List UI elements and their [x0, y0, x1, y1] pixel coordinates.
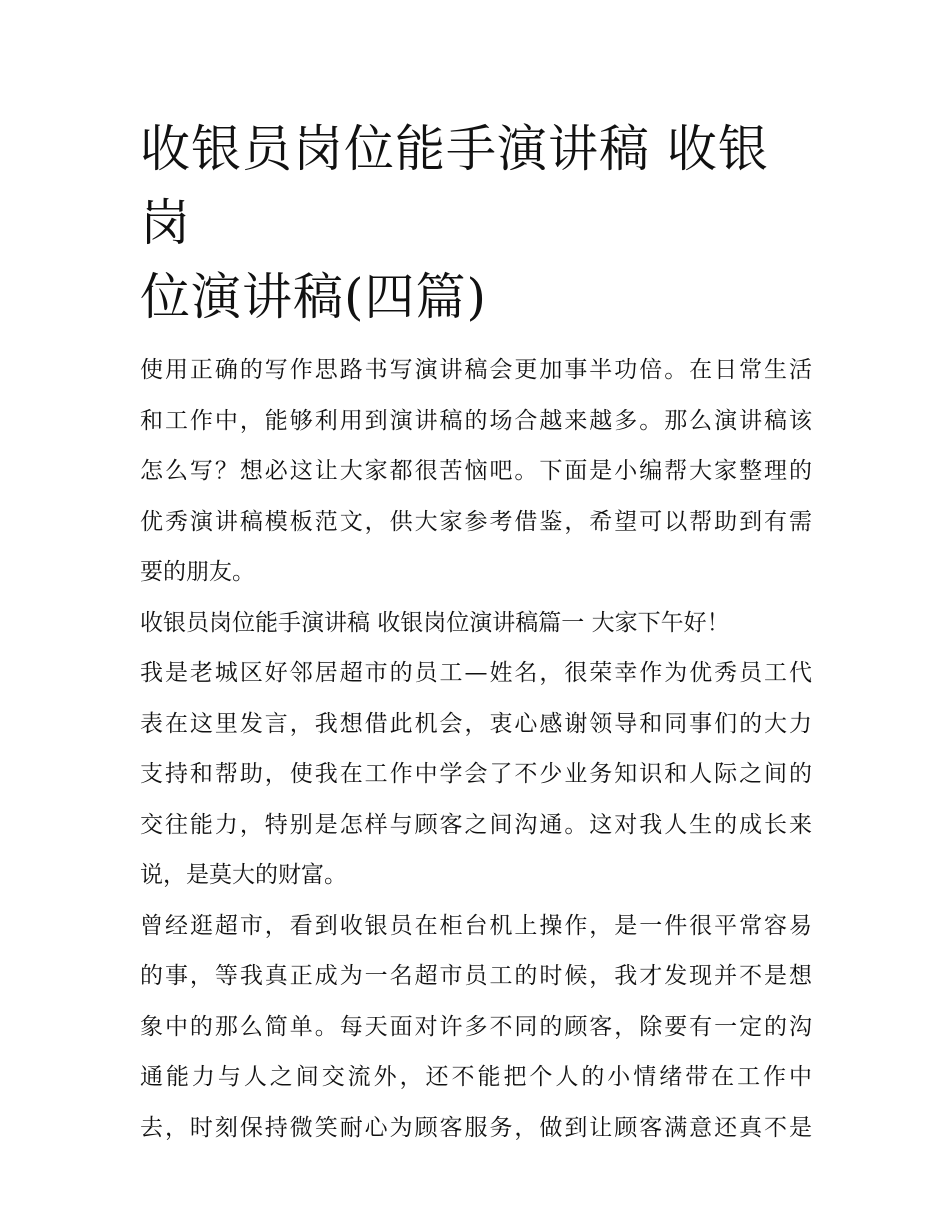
- text-line: 通能力与人之间交流外，还不能把个人的小情绪带在工作中: [140, 1064, 812, 1090]
- text-line: 收银员岗位能手演讲稿 收银岗位演讲稿篇一 大家下午好！: [140, 609, 730, 636]
- text-line: 和工作中，能够利用到演讲稿的场合越来越多。那么演讲稿该: [140, 407, 812, 434]
- text-line: 象中的那么简单。每天面对许多不同的顾客，除要有一定的沟: [140, 1013, 812, 1040]
- body-paragraph: [140, 648, 812, 901]
- text-line: 交往能力，特别是怎样与顾客之间沟通。这对我人生的成长来: [140, 811, 812, 838]
- text-line: 优秀演讲稿模板范文，供大家参考借鉴，希望可以帮助到有需: [140, 508, 812, 535]
- text-line: 表在这里发言，我想借此机会，衷心感谢领导和同事们的大力: [140, 710, 812, 737]
- text-line: 曾经逛超市，看到收银员在柜台机上操作，是一件很平常容易: [140, 912, 812, 939]
- body-paragraph: [140, 901, 812, 1154]
- document-title: [140, 112, 812, 334]
- text-line: 说，是莫大的财富。: [140, 862, 347, 888]
- text-line: 使用正确的写作思路书写演讲稿会更加事半功倍。在日常生活: [140, 357, 812, 383]
- text-line: 的事，等我真正成为一名超市员工的时候，我才发现并不是想: [140, 963, 812, 989]
- title-line: 位演讲稿(四篇): [140, 268, 488, 326]
- text-line: 去，时刻保持微笑耐心为顾客服务，做到让顾客满意还真不是: [140, 1114, 812, 1141]
- text-line: 我是老城区好邻居超市的员工—姓名，很荣幸作为优秀员工代: [140, 660, 812, 686]
- text-line: 支持和帮助，使我在工作中学会了不少业务知识和人际之间的: [140, 761, 812, 787]
- section-heading-paragraph: [140, 598, 812, 649]
- document-page: [140, 112, 812, 1153]
- text-line: 怎么写？想必这让大家都很苦恼吧。下面是小编帮大家整理的: [140, 458, 812, 484]
- intro-paragraph: [140, 345, 812, 598]
- text-line: 要的朋友。: [140, 559, 255, 585]
- title-line: 收银员岗位能手演讲稿 收银岗: [140, 120, 769, 252]
